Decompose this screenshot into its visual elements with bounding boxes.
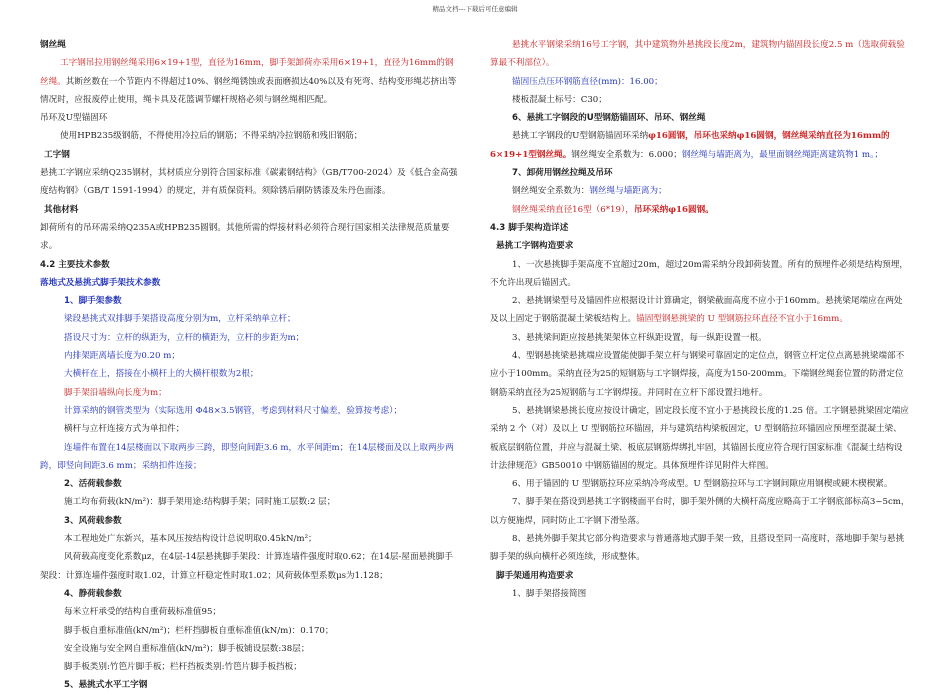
param-line: 每米立杆承受的结构自重荷载标准值95； [64,607,222,618]
param-line: 连墙件布置在14层楼面以下取两步三跨，即竖向间距3.6 m，水平间距m；在14层楼面及以上取两步两跨，即竖向间距3.6 mm；采纳扣件连接； [40,442,454,471]
body-text: 钢丝绳安全系数为： [512,186,590,197]
param-line: 楼板混凝土标号：C30； [512,94,607,105]
body-text: 钢丝绳安全系数为：6.000； [571,149,682,160]
param-line: 锚固压点压环钢筋直径(mm)：16.00； [512,76,663,87]
body-text: 其断丝数在一个节距内不得超过10%、钢丝绳锈蚀或表面磨损达40%以及有死弯、结构变形绳芯挤出等情况时，应报废停止使用，绳卡具及花篮调节螺杆规格必须与钢丝绳相匹配。 [40,76,457,105]
param-line: 本工程地处广东新兴，基本风压按结构设计总说明取0.45kN/m²； [64,534,317,545]
paragraph: 使用HPB235级钢筋，不得使用冷拉后的钢筋；不得采纳冷拉钢筋和残旧钢筋； [60,131,363,142]
sub-heading: 7、卸荷用钢丝拉绳及吊环 [512,168,613,179]
paragraph: 卸荷所有的吊环需采纳Q235A或HPB235圆钢。其他所需的焊接材料必须符合现行国家相关法律规范质量要求。 [40,222,450,252]
body-text: 风荷载高度变化系数μz，在4层-14层悬挑脚手架段：计算连墙件强度时取0.62；在14层-屋面悬挑脚手架段：计算连墙件强度时取1.02，计算立杆稳定性时取1.02；风荷载体型系数μs为1.12 [40,552,453,581]
sub-heading: 6、悬挑工字钢段的U型钢筋锚固环、吊环、钢丝绳 [512,113,706,124]
highlight-text: 工字钢吊拉用钢丝绳采用6×19+1型，直径为16mm，脚手架卸荷亦采用6×19+1，直径为16mm [60,58,437,69]
param-line [490,201,910,219]
page-header: 精品文档---下载后可任意编辑 [432,5,518,13]
param-line [490,182,910,200]
sub-heading: 4、静荷载参数 [64,588,122,599]
paragraph: 悬挑水平钢梁采纳16号工字钢，其中建筑物外悬挑段长度2m，建筑物内锚固段长度2.5 m（选取荷载验算最不利部位）。 [490,40,905,69]
paragraph: 1、一次悬挑脚手架高度不宜超过20m，超过20m需采纳分段卸荷装置。所有的预埋件必须是结构预埋，不允许出现后锚固式。 [490,259,908,288]
paragraph: 5、悬挑钢梁悬挑长度应按设计确定，固定段长度不宜小于悬挑段长度的1.25 倍。工字钢悬挑梁固定端应采纳 2 个（对）及以上 U 型钢筋拉环锚固，并与建筑结构梁板固定，U 型钢筋拉环锚固应预埋至混凝土梁、板底层钢筋位置，并应与混凝土梁、板底层钢筋焊绑扎牢固，其锚固长度应符合现行国家标准《混凝土结构设计法律规范》GB50010 中钢筋锚固的规定。具体预埋件详见附件大样图。 [490,405,909,471]
sub-heading: 脚手架通用构造要求 [496,570,574,581]
left-column [40,36,460,695]
paragraph: 6、用于锚固的 U 型钢筋拉环应采纳冷弯成型。U 型钢筋拉环与工字钢间隙应用钢楔或硬木楔楔紧。 [512,479,893,490]
highlight-text: φ16圆钢，吊环也采纳φ16圆钢，钢丝绳采纳直径为16mm的6×19+1型钢丝绳。 [490,131,890,160]
paragraph: 1、脚手架搭接简图 [512,588,587,599]
paragraph: 7、脚手架在搭设到悬挑工字钢楼面平台时，脚手架外侧的大横杆高度应略高于工字钢底部标高3~5cm，以方便施焊，同时防止工字钢下滑坠落。 [490,497,910,526]
param-line: 内排架距离墙长度为0.20 m； [64,351,180,362]
paragraph: 8、悬挑外脚手架其它部分构造要求与普通落地式脚手架一致，且搭设至同一高度时，落地脚手架与悬挑脚手架的纵向横杆必须连续，形成整体。 [490,534,905,563]
param-line: 安全设施与安全网自重标准值(kN/m²)；脚手板铺设层数:38层； [64,643,310,654]
section-heading: 钢丝绳 [40,40,66,50]
right-column [490,36,910,603]
highlight-text: 吊环采纳φ16圆钢。 [633,204,714,215]
param-line: 搭设尺寸为：立杆的纵距为，立杆的横距为，立杆的步距为m； [64,332,305,343]
param-line: 施工均布荷载(kN/m²)：脚手架用途:结构脚手架；同时施工层数:2 层； [64,497,336,508]
body-text: 悬挑工字钢段的U型钢筋锚固环采纳 [512,131,649,142]
param-line: 梁段悬挑式双排脚手架搭设高度分别为m，立杆采纳单立杆； [64,314,296,325]
section-heading: 4.3 脚手架构造详述 [490,222,569,233]
param-line: 大横杆在上，搭接在小横杆上的大横杆根数为2根； [64,369,259,380]
param-line [40,548,460,585]
section-heading: 落地式及悬挑式脚手架技术参数 [40,277,161,288]
param-line: 横杆与立杆连接方式为单扣件； [64,424,185,435]
paragraph [490,292,910,329]
section-heading: 工字钢 [44,149,70,160]
sub-heading: 5、悬挑式水平工字钢 [64,680,148,691]
highlight-text: 钢丝绳采纳直径16型（6*19）， [512,204,634,215]
highlight-text: 钢丝绳与墙距离为，最里面钢丝绳距离建筑物1 m。； [681,149,883,160]
sub-heading: 3、风荷载参数 [64,515,122,526]
section-heading: 其他材料 [44,204,79,215]
highlight-text: 钢丝绳与墙距离为； [589,186,667,197]
body-text: 8； [373,570,388,581]
highlight-text: 的钢丝绳。 [40,58,454,87]
sub-heading: 2、活荷载参数 [64,479,122,490]
section-heading: 4.2 主要技术参数 [40,259,110,270]
paragraph: 4、型钢悬挑梁悬挑端应设置能使脚手架立杆与钢梁可靠固定的定位点，钢管立杆定位点离悬挑梁端部不应小于100mm。采纳直径为25的短钢筋与工字钢焊接，高度为150-200mm。下端钢丝绳套位置的防滑定位钢筋采纳直径为25短钢筋与工字钢焊接。并同时在立杆下部设置扫地杆。 [490,351,905,398]
param-line: 脚手架沿墙纵向长度为m； [64,387,167,398]
paragraph: 悬挑工字钢应采纳Q235钢材，其材质应分别符合国家标准《碳素钢结构》（GB/T700-2024）及《低合金高强度结构钢》（GB/T 1591-1994）的规定，并有质保资料。须除锈后刷防锈漆及朱丹色面漆。 [40,168,458,197]
paragraph: 3、悬挑梁间距应按悬挑架架体立杆纵距设置，每一纵距设置一根。 [512,332,767,343]
highlight-text: 锚固型钢悬挑梁的 U 型钢筋拉环直径不宜小于16mm。 [636,314,848,325]
paragraph [40,54,460,109]
param-line: 计算采纳的钢管类型为（实际选用 Φ48×3.5钢管，考虑到材料尺寸偏差，验算按考虑）； [64,405,403,416]
body-text: 2、悬挑钢梁型号及锚固件应根据设计计算确定，钢梁截面高度不应小于160mm。悬挑梁尾端应在两处及以上固定于钢筋混凝土梁板结构上。 [490,296,903,325]
paragraph [490,127,910,164]
sub-heading: 悬挑工字钢构造要求 [496,241,574,252]
param-line: 脚手板类别:竹笆片脚手板；栏杆挡板类别:竹笆片脚手板挡板； [64,662,302,673]
param-line: 脚手板自重标准值(kN/m²)；栏杆挡脚板自重标准值(kN/m)：0.170； [64,625,334,636]
paragraph: 吊环及U型锚固环 [40,113,108,124]
sub-heading: 1、脚手架参数 [64,296,122,307]
